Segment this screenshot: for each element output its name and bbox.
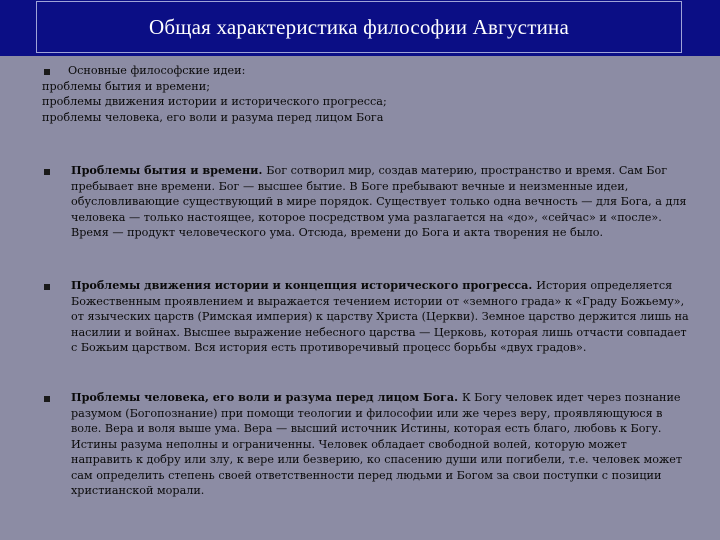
item-text: К Богу человек идет через познание разумом (Богопознание) при помощи теологии и философии или же через веру, проявляющуюся в воле. Вера и воля выше ума. Вера — высший источник Истины, которая есть благо, любовь к Богу. Истины разума неполны и ограниченны. Человек обладает свободной волей, которую может направить к добру или злу, к вере или безверию, ко спасению души или погибели, т.е. человек может сам определить степень своей ответственности перед людьми и Богом за свои поступки с позиции христианской морали. bbox=[71, 391, 683, 497]
item-heading: Проблемы бытия и времени. bbox=[71, 163, 267, 177]
slide-title-box bbox=[36, 1, 682, 53]
bullet-square-icon bbox=[44, 284, 50, 290]
item-text: Бог сотворил мир, создав материю, пространство и время. Сам Бог пребывает вне времени. Бог — высшее бытие. В Боге пребывают вечные и неизменные идеи, обусловливающие существующий в мире порядок. Существует только одна вечность — для Бога, а для человека — только настоящее, которое посредством ума разлагается на «до», «сейчас» и «после». Время — продукт человеческого ума. Отсюда, времени до Бога и акта творения не было. bbox=[71, 164, 687, 239]
slide-title: Общая характеристика философии Августина bbox=[149, 14, 569, 39]
intro-heading: Основные философские идеи: bbox=[68, 64, 246, 77]
item-man-will-reason bbox=[71, 390, 691, 499]
item-history-progress bbox=[71, 278, 691, 356]
item-text: История определяется Божественным проявлением и выражается течением истории от «земного града» к «Граду Божьему», от языческих царств (Римская империя) к царству Христа (Церкви). Земное царство держится лишь на насилии и войнах. Высшее выражение небесного царства — Церковь, которая лишь отчасти совпадает с Божьим царством. Вся история есть противоречивый процесс борьбы «двух градов». bbox=[71, 279, 689, 354]
item-heading: Проблемы человека, его воли и разума перед лицом Бога. bbox=[71, 390, 462, 404]
bullet-square-icon bbox=[44, 396, 50, 402]
intro-block bbox=[42, 63, 702, 125]
intro-line: проблемы бытия и времени; bbox=[42, 79, 210, 93]
item-heading: Проблемы движения истории и концепция исторического прогресса. bbox=[71, 278, 537, 292]
intro-line: проблемы человека, его воли и разума перед лицом Бога bbox=[42, 110, 384, 124]
item-being-and-time bbox=[71, 163, 691, 241]
intro-line: проблемы движения истории и исторического прогресса; bbox=[42, 95, 387, 108]
bullet-square-icon bbox=[44, 169, 50, 175]
